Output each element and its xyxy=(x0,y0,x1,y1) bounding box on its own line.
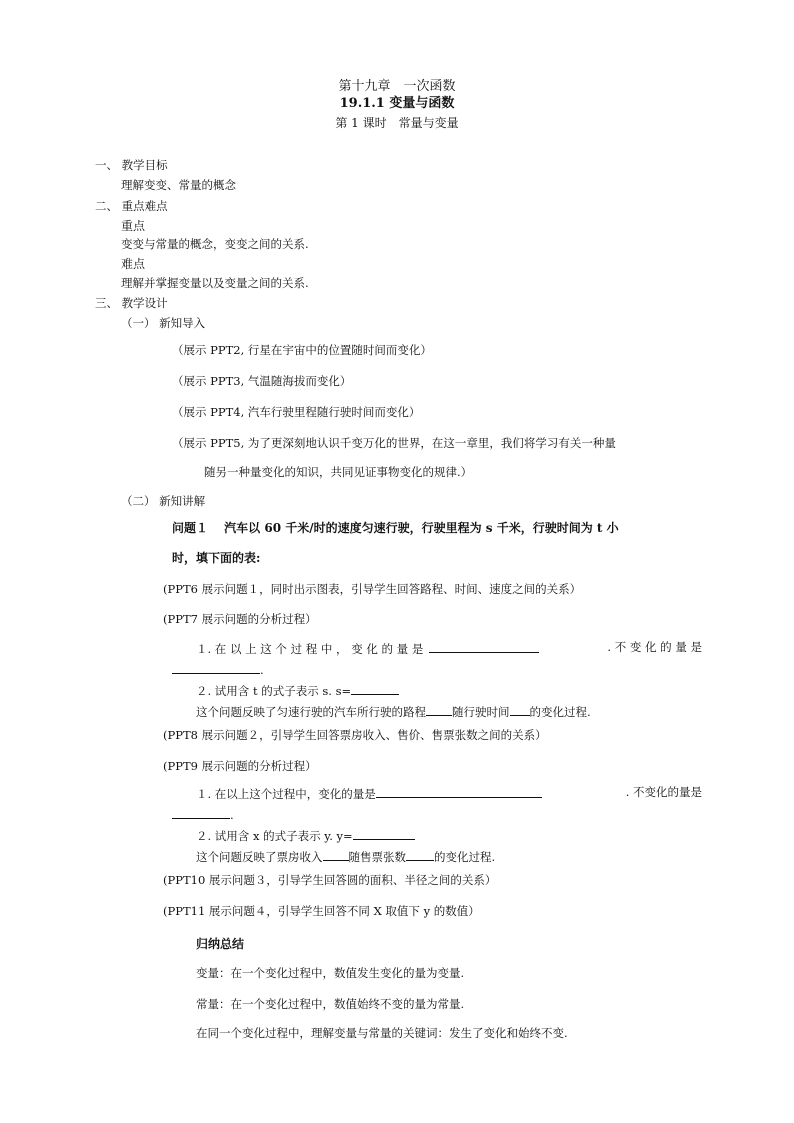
intro-ppt5-line1: （展示 PPT5, 为了更深刻地认识千变万化的世界，在这一章里，我们将学习有关一种量 xyxy=(172,436,616,450)
intro-ppt4: （展示 PPT4, 汽车行驶里程随行驶时间而变化） xyxy=(172,405,421,419)
intro-ppt5-line2: 随另一种量变化的知识，共同见证事物变化的规律.） xyxy=(204,465,473,479)
key-text: 变变与常量的概念，变变之间的关系. xyxy=(121,237,309,251)
analysis1-q3-part2: 随行驶时间 xyxy=(452,705,510,719)
analysis2-q2-text: ２. 试用含 x 的式子表示 y. y= xyxy=(196,829,353,843)
ppt10-note: (PPT10 展示问题３，引导学生回答圆的面积、半径之间的关系） xyxy=(163,873,497,887)
ppt8-note: (PPT8 展示问题２，引导学生回答票房收入、售价、售票张数之间的关系） xyxy=(163,728,547,742)
answer-blank-distance[interactable] xyxy=(426,705,452,716)
analysis2-q3-part1: 这个问题反映了票房收入 xyxy=(196,850,323,864)
section-title: 19.1.1 变量与函数 xyxy=(339,96,455,111)
analysis1-question1 xyxy=(196,642,702,656)
objectives-text: 理解变变、常量的概念 xyxy=(121,178,236,192)
ppt7-note: (PPT7 展示问题的分析过程） xyxy=(163,612,317,626)
chapter-title: 第十九章 一次函数 xyxy=(338,79,456,94)
definition-constant: 常量：在一个变化过程中，数值始终不变的量为常量. xyxy=(196,997,465,1011)
answer-blank-s-formula[interactable] xyxy=(351,684,399,695)
problem1-line2: 时，填下面的表: xyxy=(172,551,261,565)
analysis1-question2 xyxy=(196,684,399,698)
definition-variable: 变量：在一个变化过程中，数值发生变化的量为变量. xyxy=(196,966,465,980)
ppt9-note: (PPT9 展示问题的分析过程） xyxy=(163,759,317,773)
answer-blank-tickets[interactable] xyxy=(406,850,434,861)
analysis1-q1-suffix: . 不 变 化 的 量 是 xyxy=(607,640,702,654)
answer-blank-y-formula[interactable] xyxy=(353,829,415,840)
answer-blank-time[interactable] xyxy=(510,705,530,716)
analysis2-q3-part3: 的变化过程. xyxy=(434,850,496,864)
analysis1-question1-wrap xyxy=(172,663,264,677)
answer-blank-changing-quantities-2[interactable] xyxy=(376,787,542,798)
explain-heading: （二） 新知讲解 xyxy=(121,494,206,508)
keyword-note: 在同一个变化过程中，理解变量与常量的关键词：发生了变化和始终不变. xyxy=(196,1026,568,1040)
keypoints-heading: 二、 重点难点 xyxy=(95,199,168,213)
ppt11-note: (PPT11 展示问题４，引导学生回答不同 X 取值下 y 的数值） xyxy=(163,904,480,918)
answer-blank-revenue[interactable] xyxy=(323,850,349,861)
answer-blank-constant-quantities-2[interactable] xyxy=(172,808,230,819)
analysis2-question2 xyxy=(196,829,415,843)
hard-text: 理解并掌握变量以及变量之间的关系. xyxy=(121,276,309,290)
analysis1-q1-prefix: １. 在 以 上 这 个 过 程 中 ， 变 化 的 量 是 xyxy=(196,642,424,656)
summary-heading: 归纳总结 xyxy=(196,937,245,951)
analysis2-q1-prefix: １. 在以上这个过程中，变化的量是 xyxy=(196,787,376,801)
lesson-title: 第 1 课时 常量与变量 xyxy=(335,116,459,130)
answer-blank-changing-quantities[interactable] xyxy=(429,642,539,653)
analysis2-q1-suffix: . 不变化的量是 xyxy=(625,785,702,799)
answer-blank-constant-quantities[interactable] xyxy=(172,663,260,674)
objectives-heading: 一、 教学目标 xyxy=(95,158,168,172)
analysis1-q2-text: ２. 试用含 t 的式子表示 s. s= xyxy=(196,684,352,698)
design-heading: 三、 教学设计 xyxy=(95,296,168,310)
analysis1-q3-part3: 的变化过程. xyxy=(529,705,591,719)
analysis1-question3 xyxy=(196,705,591,719)
analysis2-q3-part2: 随售票张数 xyxy=(348,850,406,864)
intro-ppt2: （展示 PPT2, 行星在宇宙中的位置随时间而变化） xyxy=(172,343,432,357)
analysis2-question3 xyxy=(196,850,495,864)
analysis1-q3-part1: 这个问题反映了匀速行驶的汽车所行驶的路程 xyxy=(196,705,426,719)
key-label: 重点 xyxy=(121,219,146,233)
analysis1-q1-end: . xyxy=(260,663,264,677)
analysis2-question1 xyxy=(196,787,702,801)
hard-label: 难点 xyxy=(121,257,146,271)
intro-ppt3: （展示 PPT3, 气温随海拔而变化） xyxy=(172,374,352,388)
ppt6-note: (PPT6 展示问题１，同时出示图表，引导学生回答路程、时间、速度之间的关系） xyxy=(163,582,582,596)
problem1-line1: 问题１ 汽车以 60 千米/时的速度匀速行驶，行驶里程为 s 千米，行驶时间为 t 小 xyxy=(172,521,619,535)
analysis2-q1-end: . xyxy=(230,808,234,822)
analysis2-question1-wrap xyxy=(172,808,234,822)
intro-heading: （一） 新知导入 xyxy=(121,316,206,330)
